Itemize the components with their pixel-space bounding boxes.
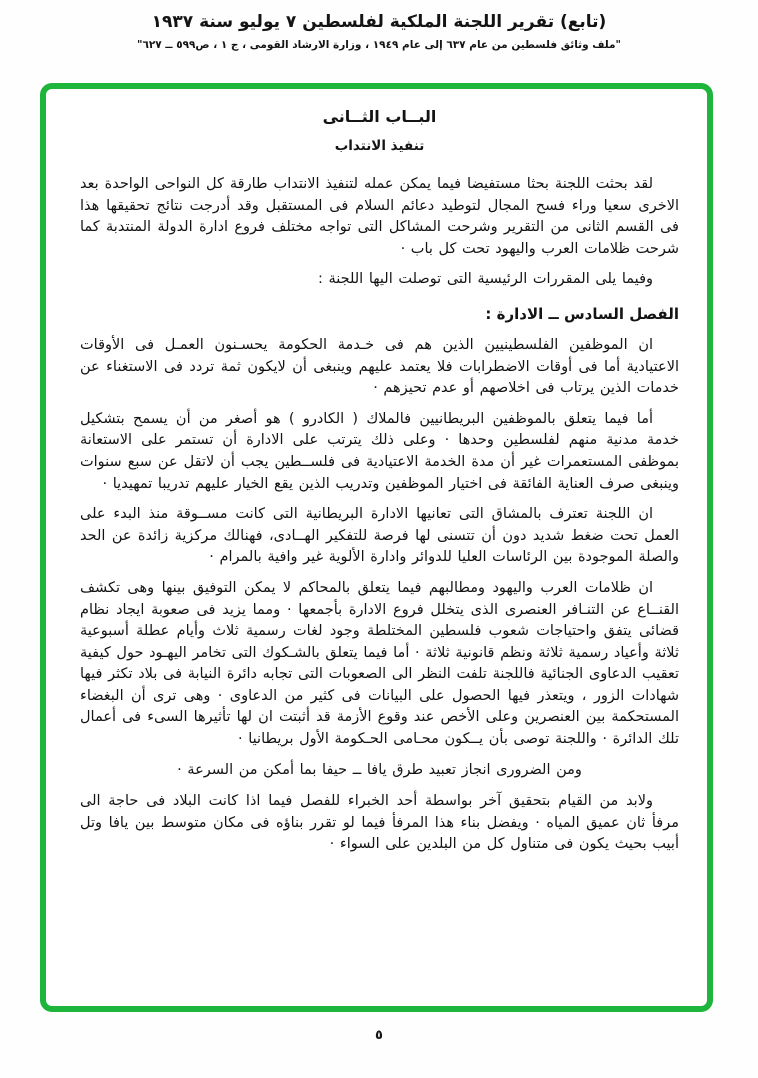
paragraph-officials-british: أما فيما يتعلق بالموظفين البريطانيين فالملاك ( الكادرو ) هو أصغر من أن يسمح بتشكيل خدمة مدنية منهم لفلسطين وحدها · وعلى ذلك يترتب على الادارة أن تستمر على الاستعانة بموظفى المستعمرات غير أن مدة الخدمة الاعتيادية فى فلســطين يجب أن لاتقل عن سبع سنوات وينبغى صرف العناية الفائقة فى اختيار الموظفين وتدريب الذين يقع الخيار عليهم تدريبا تمهيديا · <box>80 410 679 492</box>
paragraph-second-harbour: ولابد من القيام بتحقيق آخر بواسطة أحد الخبراء للفصل فيما اذا كانت البلاد فى حاجة الى مرفأ ثان عميق المياه · ويفضل بناء هذا المرفأ فيما لو تقرر بناؤه فى مكان متوسط بين يافا وتل أبيب بحيث يكون فى متناول كل من البلدين على السواء · <box>80 793 679 853</box>
paragraph-courts-grievances: ان ظلامات العرب واليهود ومطالبهم فيما يتعلق بالمحاكم لا يمكن التوفيق بينها وهى تكشف القنــاع عن التنـافر العنصرى الذى يتخلل فروع الادارة بأجمعها · ومما يزيد فى صعوبة ايجاد نظام قضائى يتفق واحتياجات شعوب فلسطين المختلطة وجود لغات رسمية ثلاث وأيام عطلة أسبوعية ثلاثة وأعياد رسمية ثلاثة ونظم قانونية ثلاثة · أما فيما يتعلق بالشـكوك التى تخامر اليهـود حول كيفية تعقيب الدعاوى الجنائية فاللجنة تلفت النظر الى الصعوبات التى تجابه دائرة النيابة فى بلاد تكثر فيها شهادات الزور ، ويتعذر فيها الحصول على البيانات فى كثير من الدعاوى · وهى ترى أن البغضاء المستحكمة بين العنصرين وعلى الأخص عند وقوع الأزمة قد أثبتت ان لها تأثيرها السىء فى أعمال تلك الدائرة · واللجنة توصى بأن يــكون محـامى الحـكومة الأول بريطانيا · <box>80 579 679 748</box>
section-heading-chapter-six-administration: الفصل السادس ــ الادارة : <box>485 304 679 323</box>
paragraph-intro-1: لقد بحثت اللجنة بحثا مستفيضا فيما يمكن عمله لتنفيذ الانتداب طارقة كل النواحى الواحدة بعد الاخرى سعيا وراء فسح المجال لتوطيد دعائم السلام فى المستقبل وقد أدرجت نتائج تحقيقها هذا فى القسم الثانى من التقرير وشرحت المشاكل التى تواجه مختلف فروع ادارة الدولة المنتدبة كما شرحت ظلامات العرب واليهود تحت كل باب · <box>80 176 679 257</box>
paragraph-intro-2: وفيما يلى المقررات الرئيسية التى توصلت اليها اللجنة : <box>317 271 653 288</box>
paragraph-administration-hardships: ان اللجنة تعترف بالمشاق التى تعانيها الادارة البريطانية التى كانت مســوقة منذ البدء على العمل تحت ضغط شديد دون أن تتسنى لها فرصة للتفكير الهــادى، فهنالك مركزية زائدة عن الحد والصلة الموجودة بين الرئاسات العليا للدوائر وادارة الألوية غير وافية بالمرام · <box>80 506 679 566</box>
page-number: ٥ <box>375 1028 383 1043</box>
body-text-column <box>80 174 679 856</box>
green-content-frame <box>40 83 713 1012</box>
chapter-title: البــاب الثــانى <box>322 107 437 126</box>
document-title: (تابع) تقرير اللجنة الملكية لفلسطين ٧ يوليو سنة ١٩٣٧ <box>151 12 607 32</box>
document-source-citation: "ملف وثائق فلسطين من عام ٦٣٧ إلى عام ١٩٤٩ ، وزارة الارشاد القومى ، ج ١ ، ص٥٩٩ ــ ٦٢٧" <box>136 39 622 51</box>
paragraph-officials-palestinian: ان الموظفين الفلسطينيين الذين هم فى خـدمة الحكومة يحسـنون العمـل فى الأوقات الاعتيادية أما فى أوقات الاضطرابات فلا يعتمد عليهم وينبغى أن لايكون ثمة تردد فى الاستغناء عن خدمات الذين يرتاب فى اخلاصهم أو عدم تحيزهم · <box>80 336 679 397</box>
paragraph-jaffa-haifa-roads: ومن الضرورى انجاز تعبيد طرق يافا ــ حيفا بما أمكن من السرعة · <box>177 761 582 778</box>
chapter-subtitle: تنفيذ الانتداب <box>334 138 425 154</box>
document-header <box>0 12 758 51</box>
